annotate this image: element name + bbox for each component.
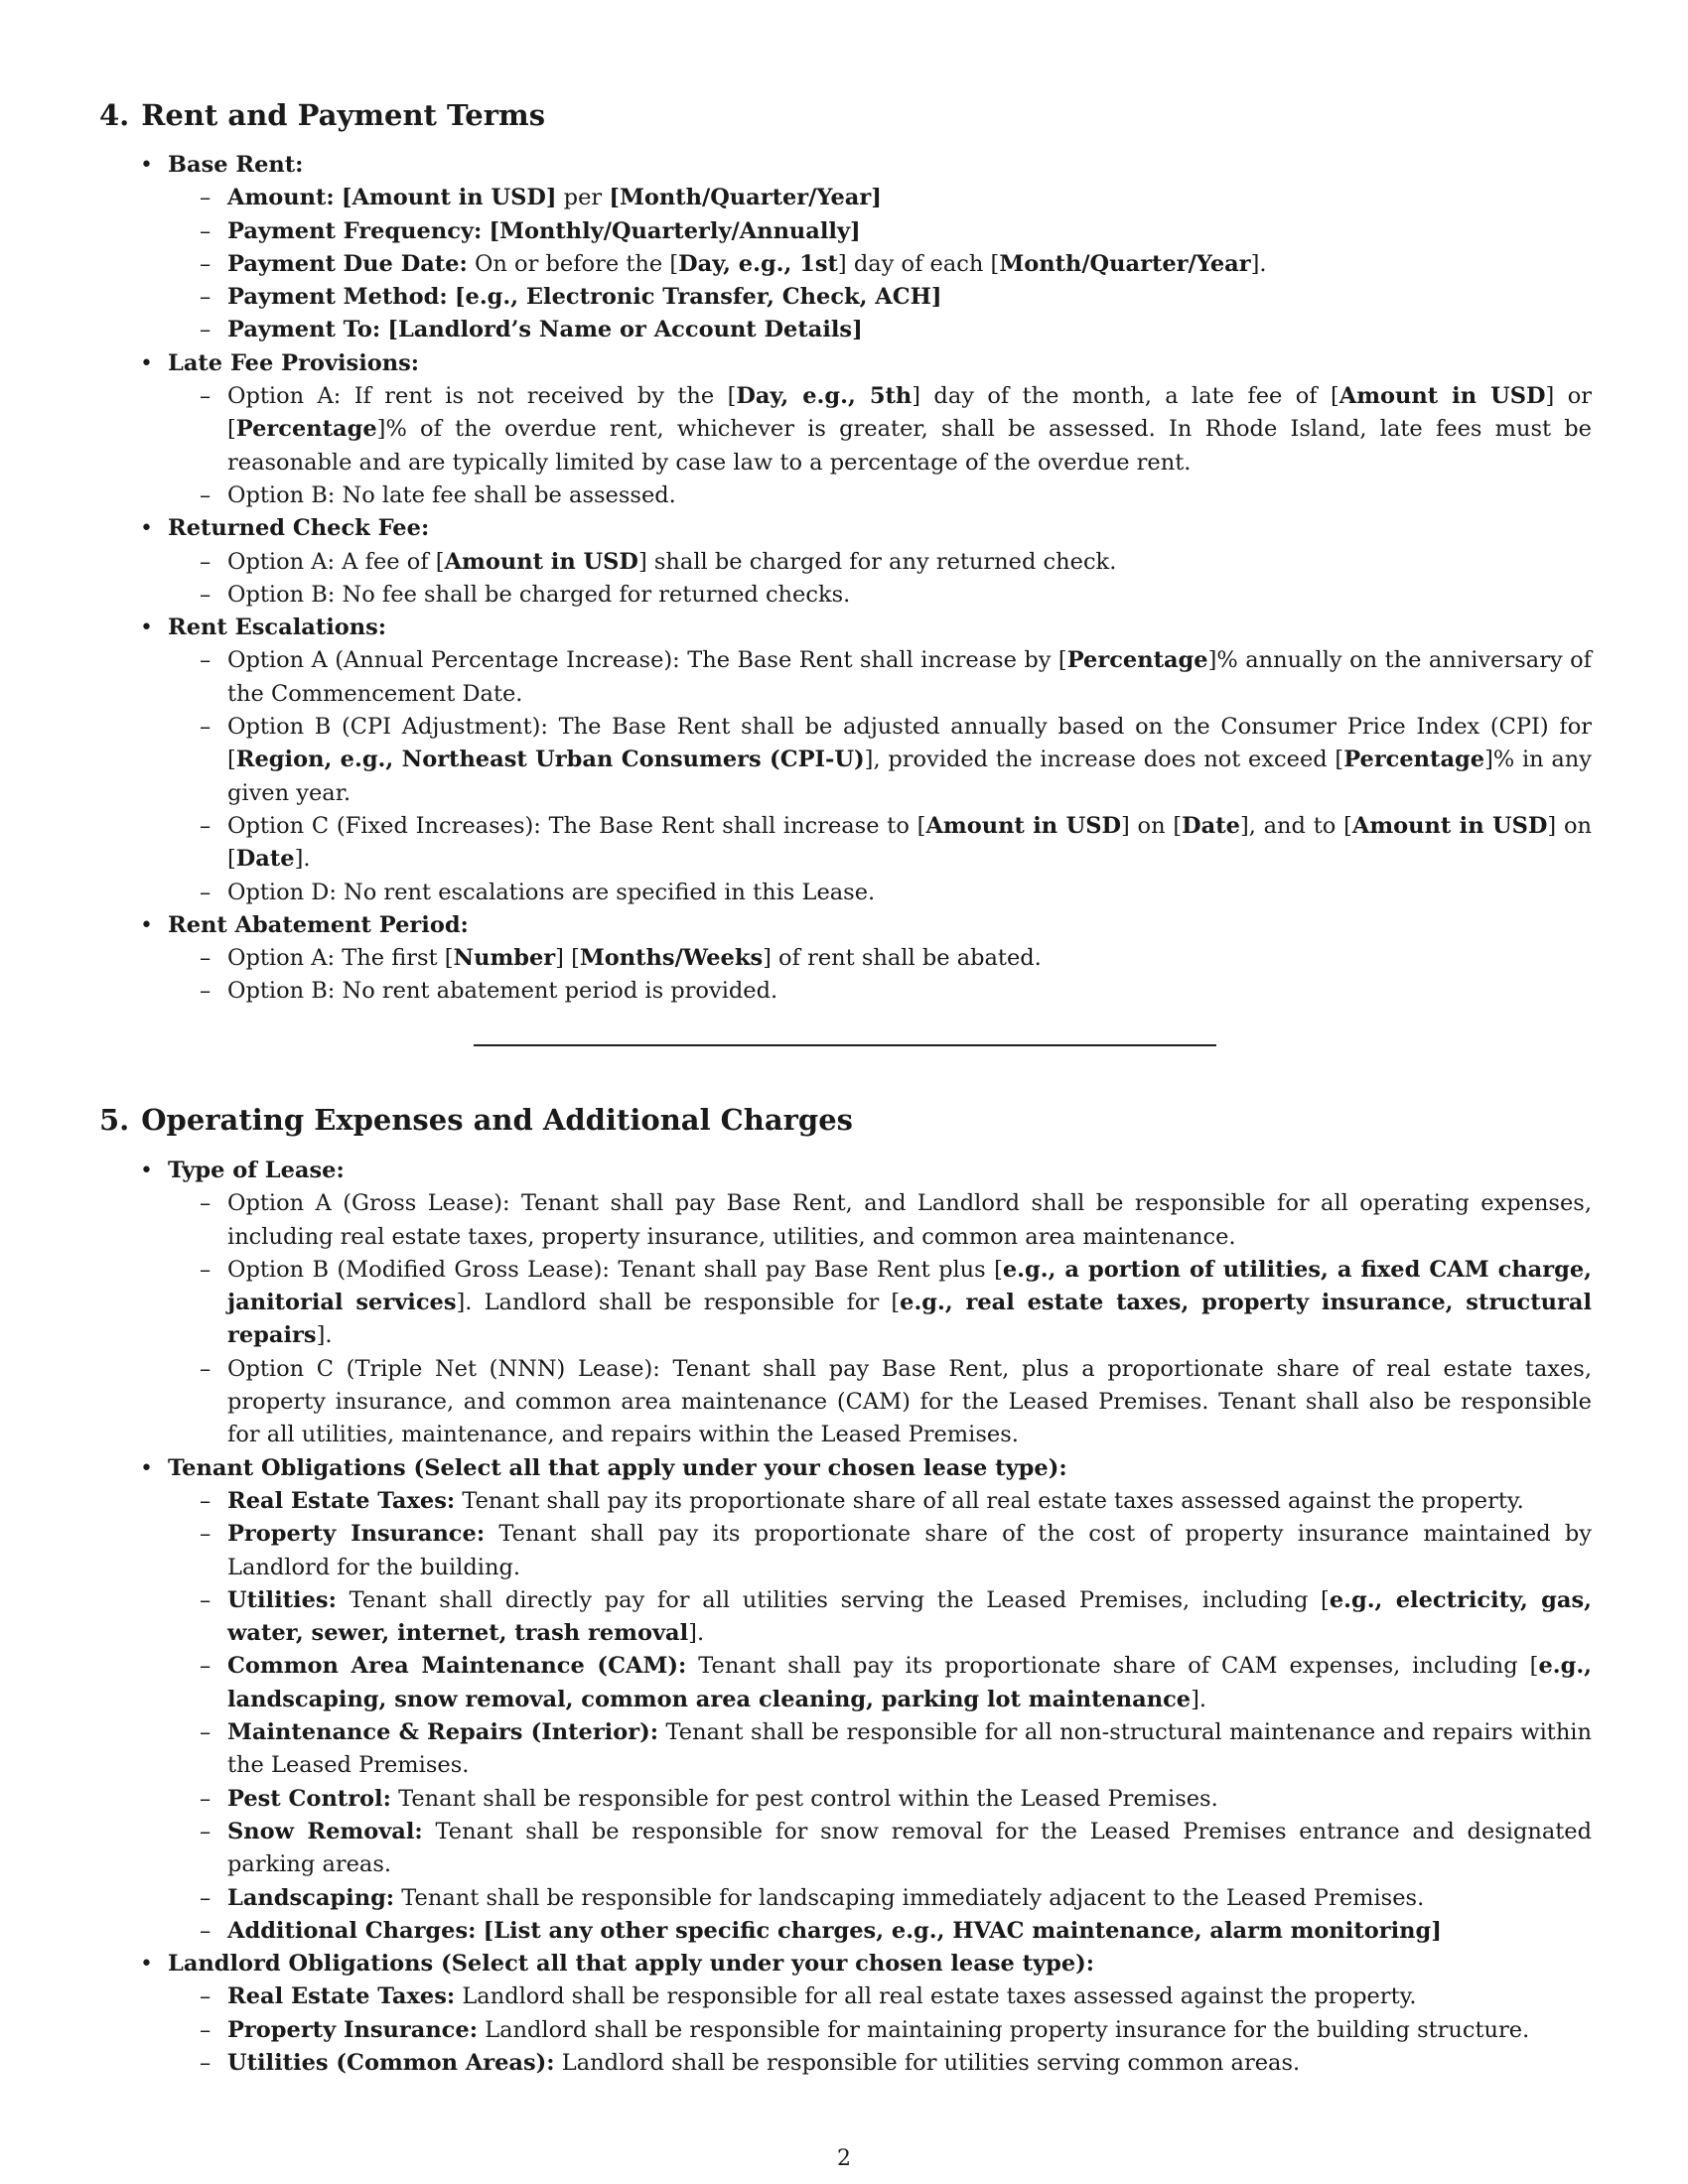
tenant-insurance-item: – Property Insurance: Tenant shall pay its proportionate share of the cost of property insurance maintained by Landlord for the building.	[227, 1518, 1592, 1584]
page-number: 2	[837, 2146, 851, 2171]
returned-check-option-a: – Option A: A fee of [Amount in USD] shall be charged for any returned check.	[227, 546, 1592, 579]
section-divider	[474, 1044, 1216, 1046]
abatement-option-b: – Option B: No rent abatement period is provided.	[227, 975, 1592, 1008]
landlord-utilities-item: – Utilities (Common Areas): Landlord shall be responsible for utilities serving common areas.	[227, 2047, 1592, 2080]
section-4-number: 4.	[99, 98, 130, 132]
tenant-pest-item: – Pest Control: Tenant shall be responsible for pest control within the Leased Premises.	[227, 1783, 1592, 1816]
tenant-landscaping-item: – Landscaping: Tenant shall be responsible for landscaping immediately adjacent to the Leased Premises.	[227, 1882, 1592, 1915]
landlord-taxes-item: – Real Estate Taxes: Landlord shall be responsible for all real estate taxes assessed against the property.	[227, 1980, 1592, 2013]
tenant-obligations-item: • Tenant Obligations (Select all that apply under your chosen lease type):	[168, 1452, 1592, 1485]
escalation-option-d: – Option D: No rent escalations are specified in this Lease.	[227, 877, 1592, 909]
section-5-number: 5.	[99, 1103, 130, 1137]
tenant-snow-item: – Snow Removal: Tenant shall be responsible for snow removal for the Leased Premises entrance and designated parking areas.	[227, 1816, 1592, 1882]
lease-type-option-b: – Option B (Modified Gross Lease): Tenant shall pay Base Rent plus [e.g., a portion of utilities, a fixed CAM charge, janitorial services]. Landlord shall be responsible for [e.g., real estate taxes, property insurance, structural repairs].	[227, 1254, 1592, 1353]
landlord-obligations-item: • Landlord Obligations (Select all that apply under your chosen lease type):	[168, 1948, 1592, 1980]
tenant-maintenance-item: – Maintenance & Repairs (Interior): Tenant shall be responsible for all non-structural maintenance and repairs within the Leased Premises.	[227, 1716, 1592, 1783]
section-5-list	[0, 1155, 1688, 2080]
section-4-heading	[99, 95, 545, 135]
escalation-option-a: – Option A (Annual Percentage Increase): The Base Rent shall increase by [Percentage]% annually on the anniversary of the Commencement Date.	[227, 644, 1592, 711]
escalation-option-b: – Option B (CPI Adjustment): The Base Rent shall be adjusted annually based on the Consumer Price Index (CPI) for [Region, e.g., Northeast Urban Consumers (CPI-U)], provided the increase does not exceed [Percentage]% in any given year.	[227, 711, 1592, 810]
late-fee-item: • Late Fee Provisions:	[168, 347, 1592, 380]
tenant-cam-item: – Common Area Maintenance (CAM): Tenant shall pay its proportionate share of CAM expenses, including [e.g., landscaping, snow removal, common area cleaning, parking lot maintenance].	[227, 1650, 1592, 1716]
section-4-title: Rent and Payment Terms	[141, 98, 546, 132]
payment-frequency-item: – Payment Frequency: [Monthly/Quarterly/Annually]	[227, 215, 1592, 248]
payment-to-item: – Payment To: [Landlord’s Name or Account Details]	[227, 314, 1592, 346]
base-rent-item: • Base Rent:	[168, 149, 1592, 182]
amount-item: – Amount: [Amount in USD] per [Month/Quarter/Year]	[227, 182, 1592, 214]
late-fee-option-b: – Option B: No late fee shall be assessed.	[227, 479, 1592, 512]
returned-check-option-b: – Option B: No fee shall be charged for returned checks.	[227, 579, 1592, 612]
tenant-taxes-item: – Real Estate Taxes: Tenant shall pay its proportionate share of all real estate taxes assessed against the property.	[227, 1485, 1592, 1518]
returned-check-item: • Returned Check Fee:	[168, 512, 1592, 545]
rent-abatement-item: • Rent Abatement Period:	[168, 909, 1592, 942]
payment-due-date-item: – Payment Due Date: On or before the [Day, e.g., 1st] day of each [Month/Quarter/Year].	[227, 248, 1592, 281]
lease-type-option-c: – Option C (Triple Net (NNN) Lease): Tenant shall pay Base Rent, plus a proportionate share of real estate taxes, property insurance, and common area maintenance (CAM) for the Leased Premises. Tenant shall also be responsible for all utilities, maintenance, and repairs within the Leased Premises.	[227, 1353, 1592, 1452]
section-4-list	[0, 149, 1688, 1009]
section-5-title: Operating Expenses and Additional Charges	[141, 1103, 853, 1137]
lease-type-item: • Type of Lease:	[168, 1155, 1592, 1187]
tenant-additional-item: – Additional Charges: [List any other specific charges, e.g., HVAC maintenance, alarm monitoring]	[227, 1915, 1592, 1948]
escalation-option-c: – Option C (Fixed Increases): The Base Rent shall increase to [Amount in USD] on [Date], and to [Amount in USD] on [Date].	[227, 810, 1592, 877]
payment-method-item: – Payment Method: [e.g., Electronic Transfer, Check, ACH]	[227, 281, 1592, 314]
rent-escalations-item: • Rent Escalations:	[168, 612, 1592, 644]
tenant-utilities-item: – Utilities: Tenant shall directly pay for all utilities serving the Leased Premises, including [e.g., electricity, gas, water, sewer, internet, trash removal].	[227, 1584, 1592, 1651]
late-fee-option-a: – Option A: If rent is not received by the [Day, e.g., 5th] day of the month, a late fee of [Amount in USD] or [Percentage]% of the overdue rent, whichever is greater, shall be assessed. In Rhode Island, late fees must be reasonable and are typically limited by case law to a percentage of the overdue rent.	[227, 380, 1592, 479]
abatement-option-a: – Option A: The first [Number] [Months/Weeks] of rent shall be abated.	[227, 942, 1592, 975]
landlord-insurance-item: – Property Insurance: Landlord shall be responsible for maintaining property insurance for the building structure.	[227, 2014, 1592, 2047]
section-5-heading	[99, 1100, 853, 1140]
lease-type-option-a: – Option A (Gross Lease): Tenant shall pay Base Rent, and Landlord shall be responsible for all operating expenses, including real estate taxes, property insurance, utilities, and common area maintenance.	[227, 1187, 1592, 1254]
